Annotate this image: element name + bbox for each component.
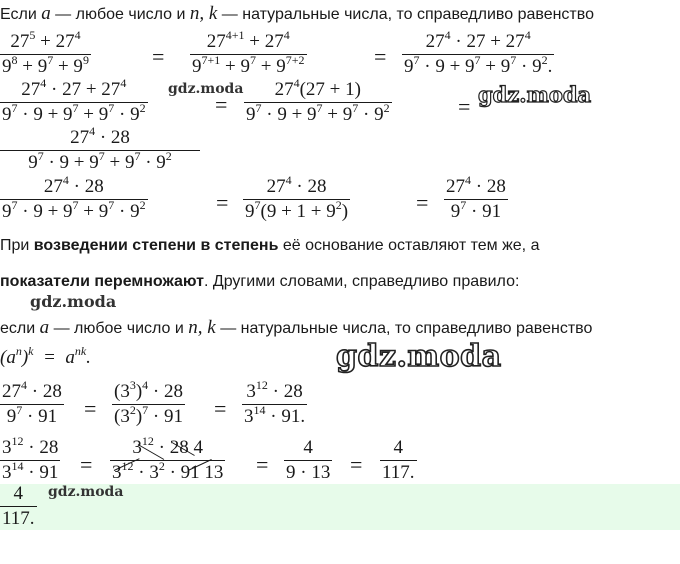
equals-sign: =: [215, 92, 228, 117]
rule-bold-text: возведении степени в степень: [33, 237, 279, 254]
rule-text: её основание оставляют тем же, а: [282, 237, 540, 254]
equals-sign: =: [374, 44, 387, 69]
numerator: $27^{4+1} + 27^4$: [206, 28, 290, 52]
step1-fraction-2: [190, 30, 307, 79]
numerator: $27^4 \cdot 28$: [266, 173, 327, 197]
numerator: $27^5 + 27^4$: [10, 28, 81, 52]
numerator: $27^4 \cdot 27 + 27^4$: [425, 28, 531, 52]
answer-denominator: 117.: [2, 508, 35, 529]
step2-fraction-1: [0, 78, 148, 127]
step1-fraction-1: [0, 30, 91, 79]
numerator: $27^4(27 + 1)$: [274, 76, 361, 100]
numerator: $27^4 \cdot 28$: [70, 124, 130, 148]
var-nk: n, k: [189, 3, 218, 24]
numerator: $3^{12} \cdot 28$: [246, 378, 303, 402]
rule-paragraph-line-2: [0, 272, 519, 292]
intro-end: — натуральные числа, то справедливо равенство: [220, 320, 593, 337]
step5-fraction-4: [380, 436, 417, 485]
watermark-large: gdz.moda: [336, 339, 502, 374]
intro-mid: — любое число и: [55, 6, 186, 23]
equals-sign: =: [80, 452, 93, 477]
rule-text: . Другими словами, справедливо правило:: [203, 273, 520, 290]
step2-fraction-3: [0, 126, 200, 175]
equals-sign: =: [458, 94, 471, 119]
step2-fraction-2: [244, 78, 392, 127]
denominator: $3^{14} \cdot 91$: [2, 459, 59, 483]
equals-sign: =: [216, 190, 229, 215]
equals-sign: =: [152, 44, 165, 69]
denominator: $9^7 \cdot 9 + 9^7 + 9^7 \cdot 9^2$: [2, 198, 146, 222]
denominator: $9^7 \cdot 91$: [450, 198, 502, 222]
step5-fraction-3: [284, 436, 332, 485]
step4-fraction-2: [112, 380, 185, 429]
equals-sign: =: [416, 190, 429, 215]
denominator: $(3^2)^7 \cdot 91$: [114, 403, 183, 427]
denominator: 9 · 13: [286, 462, 331, 483]
numerator: 4: [303, 437, 313, 458]
var-nk: n, k: [188, 317, 216, 338]
watermark-small: gdz.moda: [30, 292, 117, 311]
denominator: $9^7 \cdot 91$: [6, 403, 58, 427]
watermark-small: gdz.moda: [48, 484, 124, 500]
intro-line-2: [0, 318, 592, 339]
denominator: 117.: [382, 462, 415, 483]
intro-word: Если: [0, 6, 37, 23]
intro-end: — натуральные числа, то справедливо равенство: [221, 6, 594, 23]
intro-word: если: [0, 320, 36, 337]
denominator: $9^7 \cdot 9 + 9^7 + 9^7 \cdot 9^2$: [246, 101, 390, 125]
denominator: $9^7 \cdot 9 + 9^7 + 9^7 \cdot 9^2$: [2, 101, 146, 125]
denominator: $3^{12} \cdot 3^2 \cdot 91$ 13: [112, 459, 224, 483]
numerator: $(3^3)^4 \cdot 28$: [114, 378, 183, 402]
intro-line: [0, 4, 594, 25]
step5-fraction-1: [0, 436, 60, 485]
step4-fraction-3: [242, 380, 307, 429]
rule-bold-text: показатели перемножают: [0, 273, 204, 290]
rule-text: При: [0, 237, 30, 254]
equals-sign: =: [256, 452, 269, 477]
step3-fraction-1: [0, 175, 148, 224]
numerator: $27^4 \cdot 28$: [2, 378, 62, 402]
denominator: $9^8 + 9^7 + 9^9$: [2, 53, 89, 77]
equals-sign: =: [214, 396, 227, 421]
answer-numerator: 4: [13, 483, 24, 504]
numerator: $27^4 \cdot 28$: [446, 173, 506, 197]
answer-fraction: [0, 482, 37, 531]
step3-fraction-3: [444, 175, 508, 224]
intro-mid: — любое число и: [53, 320, 184, 337]
denominator: $9^7 \cdot 9 + 9^7 + 9^7 \cdot 9^2$: [28, 149, 172, 173]
step3-fraction-2: [243, 175, 350, 224]
watermark-small: gdz.moda: [168, 81, 244, 97]
var-a: a: [41, 3, 51, 24]
numerator: $27^4 \cdot 27 + 27^4$: [21, 76, 127, 100]
rule-paragraph-line-1: [0, 236, 539, 256]
numerator: $3^{12} \cdot 28$: [2, 434, 59, 458]
denominator: $9^7(9 + 1 + 9^2)$: [245, 198, 349, 222]
equals-sign: =: [350, 452, 363, 477]
denominator: $3^{14} \cdot 91$.: [244, 403, 306, 427]
numerator: 4: [393, 437, 404, 458]
denominator: $9^7 \cdot 9 + 9^7 + 9^7 \cdot 9^2$.: [404, 53, 553, 77]
step4-fraction-1: [0, 380, 64, 429]
power-rule: $(a^n)^k = a^{nk}$.: [0, 344, 91, 368]
equals-sign: =: [84, 396, 97, 421]
var-a: a: [39, 317, 50, 338]
step1-fraction-3: [402, 30, 554, 79]
numerator: $3^{12} \cdot 28$ 4: [132, 434, 203, 458]
denominator: $9^{7+1} + 9^7 + 9^{7+2}$: [192, 53, 305, 77]
numerator: $27^4 \cdot 28$: [43, 173, 104, 197]
watermark-medium: gdz.moda: [478, 82, 592, 107]
